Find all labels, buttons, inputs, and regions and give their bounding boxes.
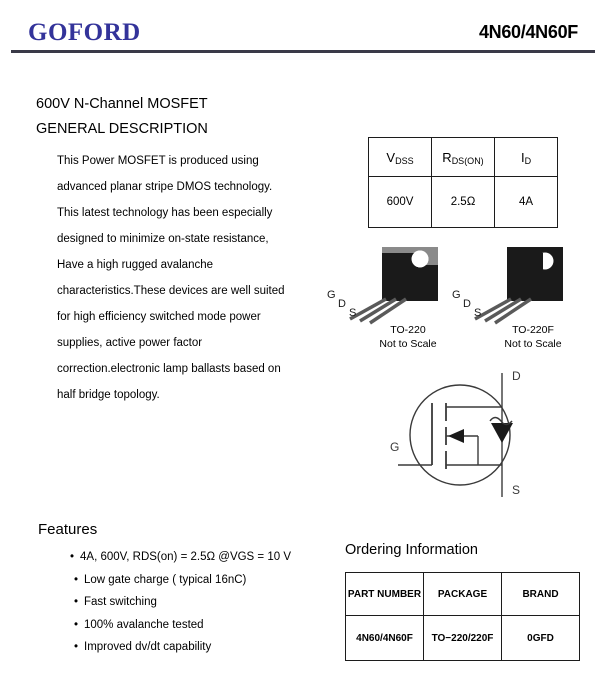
package-caption-name: TO-220F [512,324,554,336]
mosfet-symbol-graphic [390,365,550,505]
description-line: This Power MOSFET is produced using [57,155,259,167]
table-row [346,616,580,661]
features-list [70,546,291,659]
feature-text: Improved dv/dt capability [84,641,212,653]
table-row [346,573,580,616]
package-caption-to220 [358,323,458,351]
description-line: half bridge topology. [57,389,160,401]
section-heading-features: Features [38,521,98,538]
general-description-text [57,148,307,408]
spec-header-rdson [432,138,495,177]
symbol-terminal-d: D [512,369,521,383]
ordering-value-brand: 0GFD [502,616,580,661]
table-row [369,138,558,177]
description-line: This latest technology has been especially [57,207,273,219]
section-heading-general-description: GENERAL DESCRIPTION [36,121,208,137]
lead-label-s: S [349,307,357,319]
description-line: for high efficiency switched mode power [57,311,261,323]
bullet-icon: • [70,551,75,563]
spec-header-main: V [386,149,396,165]
lead-label-g: G [452,289,461,301]
bullet-icon: • [74,641,79,653]
package-drawing-to220 [327,245,460,350]
list-item [74,636,291,659]
page-title: 600V N-Channel MOSFET [36,96,208,112]
ordering-information-table [345,572,580,661]
description-line: supplies, active power factor [57,337,203,349]
spec-value-rdson: 2.5Ω [432,177,495,228]
package-drawing-to220f [452,245,585,350]
lead-label-g: G [327,289,336,301]
bullet-icon: • [74,596,79,608]
package-caption-note: Not to Scale [379,338,437,350]
spec-header-id [495,138,558,177]
part-number-header: 4N60/4N60F [478,22,578,42]
ordering-value-package: TO−220/220F [424,616,502,661]
key-specifications-table [368,137,558,228]
table-row [369,177,558,228]
spec-header-vdss [369,138,432,177]
spec-value-id: 4A [495,177,558,228]
symbol-terminal-s: S [512,483,521,497]
package-caption-name: TO-220 [390,324,426,336]
header-divider [11,50,595,53]
lead-label-s: S [474,307,482,319]
description-line: advanced planar stripe DMOS technology. [57,181,273,193]
ordering-header-part-number: PART NUMBER [346,573,424,616]
company-logo: GOFORD [28,19,141,46]
spec-header-sub: DS(ON) [451,155,484,166]
description-line: correction.electronic lamp ballasts based on [57,363,281,375]
package-caption-note: Not to Scale [504,338,562,350]
section-heading-ordering-information: Ordering Information [345,542,478,558]
feature-text: Fast switching [84,596,157,608]
lead-label-d: D [463,298,471,310]
feature-text: Low gate charge ( typical 16nC) [84,573,247,586]
spec-header-sub: DSS [395,155,414,166]
feature-text: 100% avalanche tested [84,618,204,631]
symbol-terminal-g: G [390,440,400,454]
bullet-icon: • [74,573,79,586]
feature-text: 4A, 600V, RDS(on) = 2.5Ω @VGS = 10 V [80,551,291,563]
ordering-header-package: PACKAGE [424,573,502,616]
spec-value-vdss: 600V [369,177,432,228]
spec-header-main: R [442,149,452,165]
ordering-value-part-number: 4N60/4N60F [346,616,424,661]
package-caption-to220f [483,323,583,351]
lead-label-d: D [338,298,346,310]
spec-header-main: I [520,149,525,165]
list-item [70,546,291,569]
ordering-header-brand: BRAND [502,573,580,616]
description-line: characteristics.These devices are well suited [57,285,285,297]
bullet-icon: • [74,618,79,631]
list-item [74,591,291,614]
mosfet-schematic-symbol [390,365,550,510]
spec-header-sub: D [524,155,532,166]
list-item [74,569,291,592]
to220-graphic [330,245,460,335]
to220f-graphic [455,245,585,335]
description-line: Have a high rugged avalanche [57,259,214,271]
list-item [74,614,291,637]
description-line: designed to minimize on-state resistance, [57,233,269,245]
